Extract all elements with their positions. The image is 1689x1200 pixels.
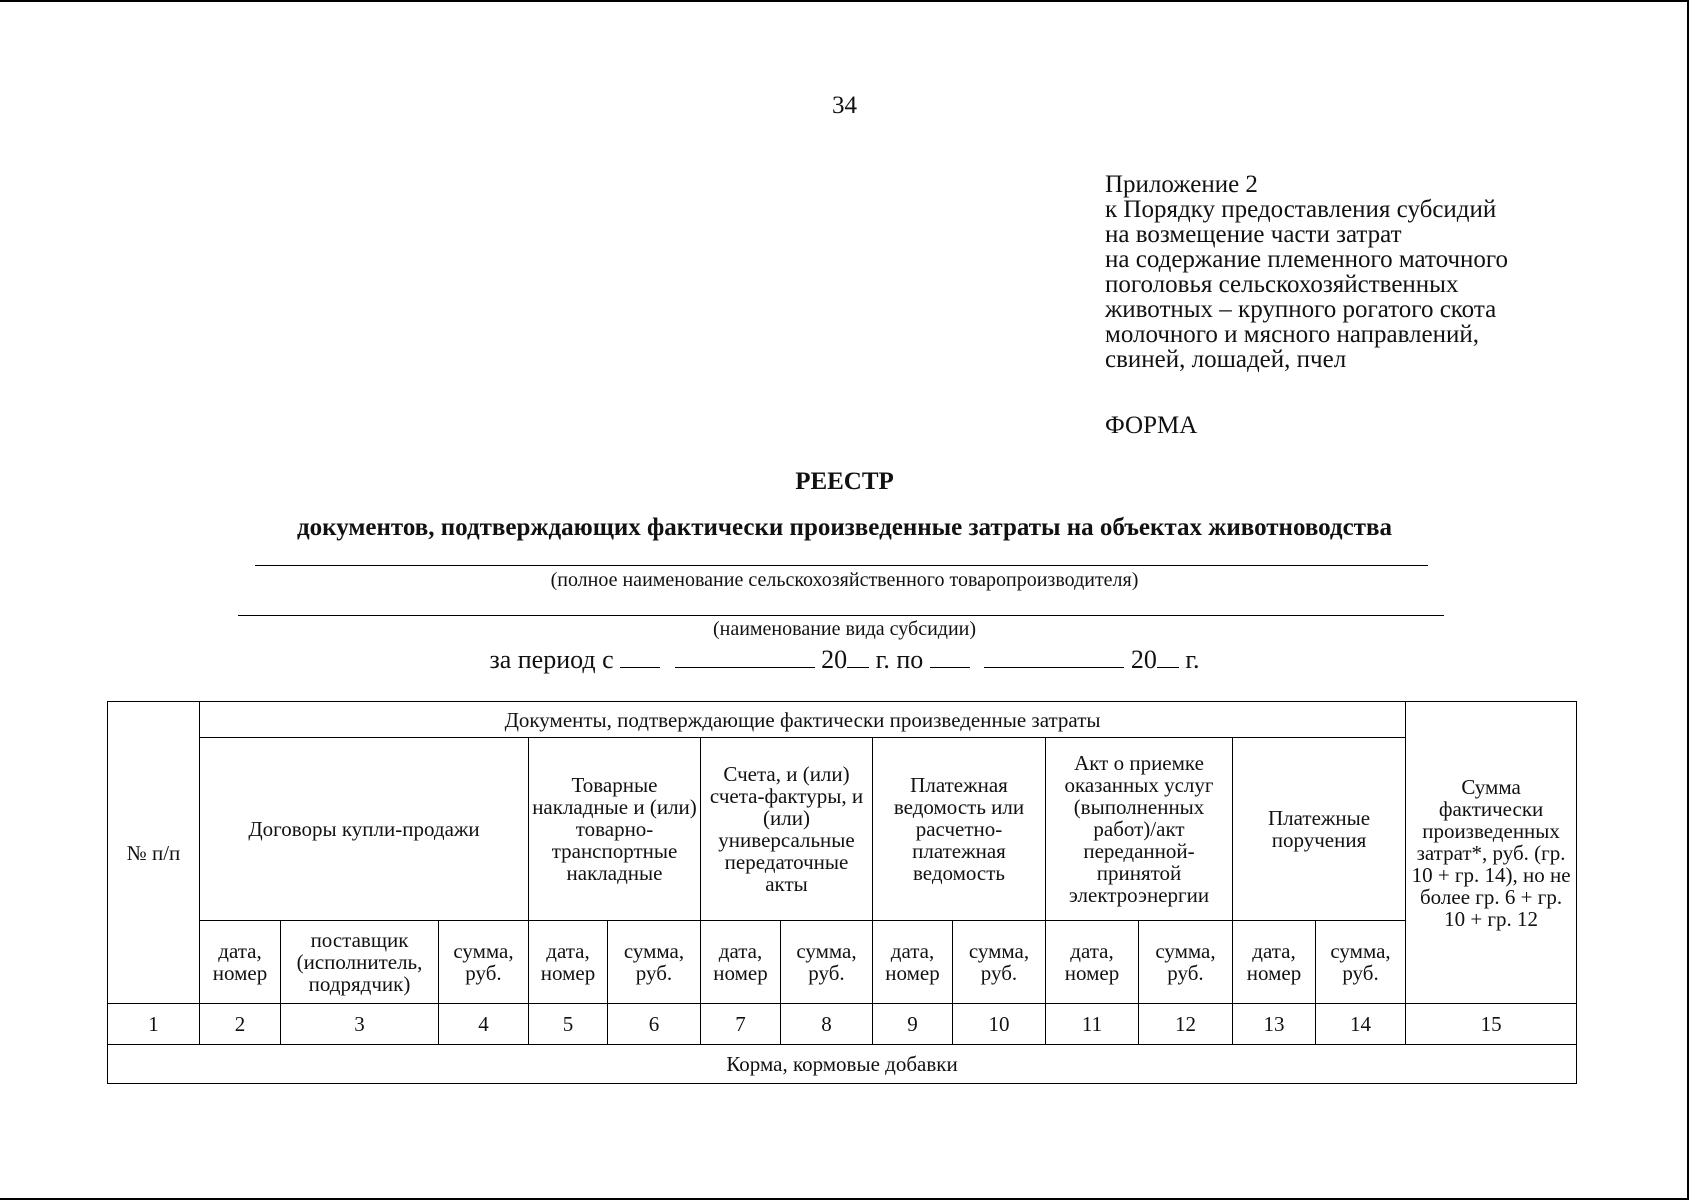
column-number-row xyxy=(108,1004,1577,1045)
subheader-date-number: дата, номер xyxy=(1046,921,1139,1004)
column-number: 2 xyxy=(200,1004,281,1045)
group-header-payroll: Платежная ведомость или расчетно-платежная ведомость xyxy=(873,738,1046,921)
end-year-prefix: 20 xyxy=(1130,645,1157,674)
subheader-date-number: дата, номер xyxy=(873,921,953,1004)
column-number: 3 xyxy=(281,1004,439,1045)
column-number: 13 xyxy=(1233,1004,1316,1045)
subheader-sum: сумма, руб. xyxy=(608,921,701,1004)
section-title: Корма, кормовые добавки xyxy=(108,1045,1577,1084)
documents-header: Документы, подтверждающие фактически произведенные затраты xyxy=(200,702,1406,738)
column-number: 11 xyxy=(1046,1004,1139,1045)
form-label: ФОРМА xyxy=(1105,412,1198,439)
group-header-payment-orders: Платежные поручения xyxy=(1233,738,1406,921)
appendix-line: Приложение 2 xyxy=(1105,171,1258,198)
total-sum-header: Сумма фактически произведенных затрат*, руб. (гр. 10 + гр. 14), но не более гр. 6 + гр. 10 + гр. 12 xyxy=(1406,702,1577,1004)
column-number: 14 xyxy=(1316,1004,1406,1045)
end-year-blank[interactable] xyxy=(1157,645,1179,668)
period-line xyxy=(0,645,1689,675)
start-year-prefix: 20 xyxy=(821,645,848,674)
appendix-line: молочного и мясного направлений, xyxy=(1105,321,1480,348)
column-number: 4 xyxy=(439,1004,529,1045)
subheader-sum: сумма, руб. xyxy=(953,921,1046,1004)
producer-name-line[interactable] xyxy=(255,565,1428,566)
subheader-date-number: дата, номер xyxy=(701,921,781,1004)
registry-subtitle: документов, подтверждающих фактически произведенные затраты на объектах животноводства xyxy=(297,514,1392,541)
subsidy-type-line[interactable] xyxy=(238,615,1444,616)
subheader-date-number: дата, номер xyxy=(1233,921,1316,1004)
registry-title: РЕЕСТР xyxy=(795,468,894,495)
subheader-sum: сумма, руб. xyxy=(1316,921,1406,1004)
appendix-line: к Порядку предоставления субсидий xyxy=(1105,196,1497,223)
group-header-contracts: Договоры купли-продажи xyxy=(200,738,529,921)
section-row xyxy=(108,1045,1577,1084)
appendix-line: на возмещение части затрат xyxy=(1105,221,1402,248)
column-number: 12 xyxy=(1139,1004,1233,1045)
producer-name-caption: (полное наименование сельскохозяйственного товаропроизводителя) xyxy=(550,569,1139,591)
start-day-blank[interactable] xyxy=(620,645,660,668)
appendix-line: свиней, лошадей, пчел xyxy=(1105,346,1347,373)
subheader-date-number: дата, номер xyxy=(529,921,608,1004)
group-header-waybills: Товарные накладные и (или) товарно-транспортные накладные xyxy=(529,738,701,921)
column-number: 6 xyxy=(608,1004,701,1045)
subheader-date-number: дата, номер xyxy=(200,921,281,1004)
registry-table xyxy=(107,701,1577,1084)
page-number: 34 xyxy=(832,92,857,119)
column-number: 15 xyxy=(1406,1004,1577,1045)
period-middle: г. по xyxy=(875,645,924,674)
appendix-line: поголовья сельскохозяйственных xyxy=(1105,271,1459,298)
column-number: 8 xyxy=(781,1004,873,1045)
end-month-blank[interactable] xyxy=(984,645,1124,668)
appendix-line: на содержание племенного маточного xyxy=(1105,246,1509,273)
column-number: 1 xyxy=(108,1004,200,1045)
start-year-blank[interactable] xyxy=(847,645,869,668)
appendix-line: животных – крупного рогатого скота xyxy=(1105,296,1497,323)
col-number-header: № п/п xyxy=(108,702,200,1004)
period-suffix: г. xyxy=(1185,645,1200,674)
subheader-sum: сумма, руб. xyxy=(439,921,529,1004)
subsidy-type-caption: (наименование вида субсидии) xyxy=(712,618,977,640)
group-header-acceptance-act: Акт о приемке оказанных услуг (выполненных работ)/акт переданной-принятой электроэнергии xyxy=(1046,738,1233,921)
group-header-invoices: Счета, и (или) счета-фактуры, и (или) универсальные передаточные акты xyxy=(701,738,873,921)
column-number: 5 xyxy=(529,1004,608,1045)
period-prefix: за период с xyxy=(489,645,614,674)
subheader-sum: сумма, руб. xyxy=(781,921,873,1004)
column-number: 10 xyxy=(953,1004,1046,1045)
appendix-block xyxy=(1105,172,1665,372)
column-number: 7 xyxy=(701,1004,781,1045)
column-number: 9 xyxy=(873,1004,953,1045)
subheader-supplier: поставщик (исполнитель, подрядчик) xyxy=(281,921,439,1004)
subheader-sum: сумма, руб. xyxy=(1139,921,1233,1004)
start-month-blank[interactable] xyxy=(675,645,815,668)
end-day-blank[interactable] xyxy=(930,645,970,668)
